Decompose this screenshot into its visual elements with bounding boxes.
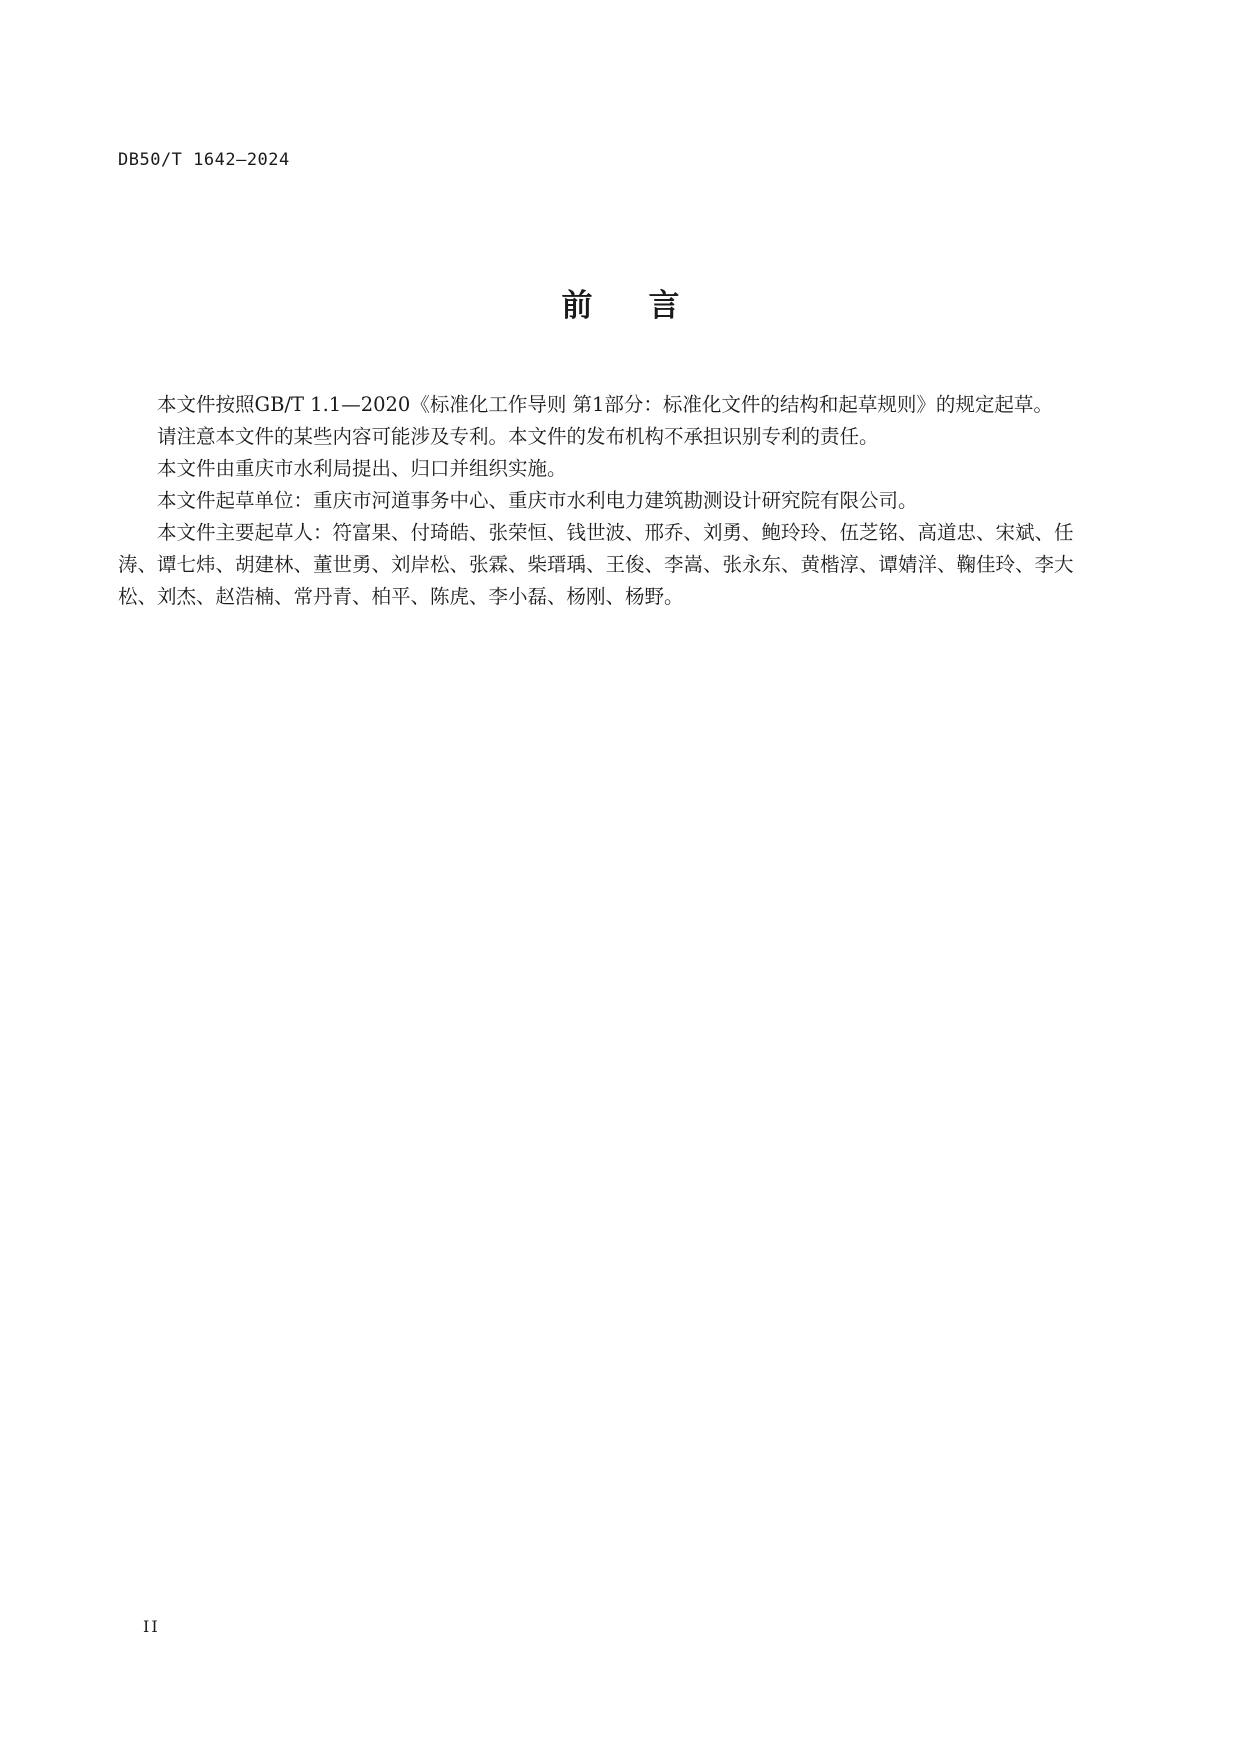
paragraph-drafters: 本文件主要起草人：符富果、付琦皓、张荣恒、钱世波、邢乔、刘勇、鲍玲玲、伍芝铭、高道忠、宋斌、任涛、谭七炜、胡建林、董世勇、刘岸松、张霖、柴瑨瑀、王俊、李嵩、张永东、黄楷淳、谭婧洋、鞠佳玲、李大松、刘杰、赵浩楠、常丹青、柏平、陈虎、李小磊、杨刚、杨野。: [118, 521, 1074, 608]
page-number: II: [143, 1617, 160, 1636]
paragraph-drafting-units: 本文件起草单位：重庆市河道事务中心、重庆市水利电力建筑勘测设计研究院有限公司。: [157, 489, 918, 512]
paragraph-proposer: 本文件由重庆市水利局提出、归口并组织实施。: [157, 457, 567, 480]
paragraph-patent-notice: 请注意本文件的某些内容可能涉及专利。本文件的发布机构不承担识别专利的责任。: [157, 425, 879, 448]
paragraph-drafting-rules: 本文件按照GB/T 1.1—2020《标准化工作导则 第1部分：标准化文件的结构和起草规则》的规定起草。: [157, 393, 1053, 416]
foreword-body: [118, 389, 1103, 613]
document-code: DB50/T 1642—2024: [118, 150, 290, 170]
page-title: 前言: [561, 288, 736, 324]
